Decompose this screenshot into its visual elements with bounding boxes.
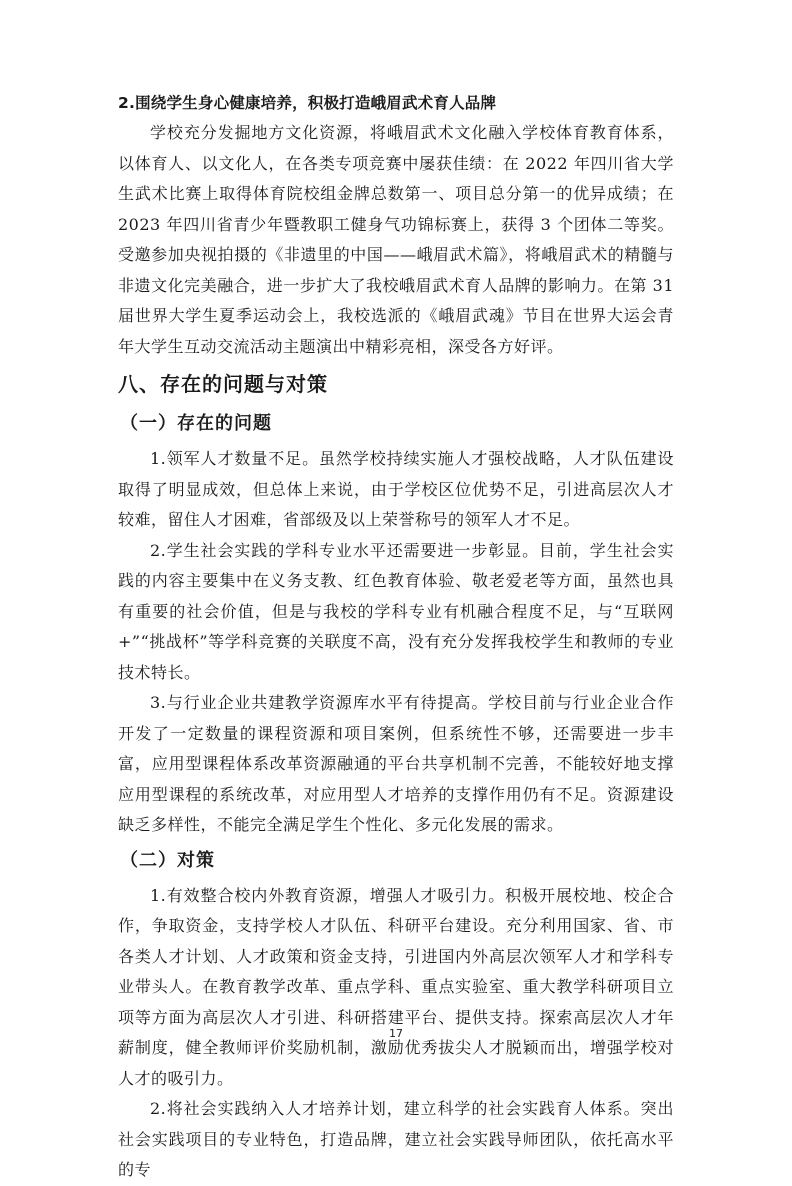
page-body xyxy=(118,88,674,1186)
problems-heading: （一）存在的问题 xyxy=(120,413,272,434)
page-number: 17 xyxy=(389,1027,403,1040)
section-subheading: 2.围绕学生身心健康培养，积极打造峨眉武术育人品牌 xyxy=(118,94,497,112)
measure-paragraph: 1.有效整合校内外教育资源，增强人才吸引力。积极开展校地、校企合作，争取资金，支持学校人才队伍、科研平台建设。充分利用国家、省、市各类人才计划、人才政策和资金支持，引进国内外高层次领军人才和学科专业带头人。在教育教学改革、重点学科、重点实验室、重大教学科研项目立项等方面为高层次人才引进、科研搭建平台、提供支持。探索高层次人才年薪制度，健全教师评价奖励机制，激励优秀拔尖人才脱颖而出，增强学校对人才的吸引力。 xyxy=(118,885,674,1088)
measure-paragraph: 2.将社会实践纳入人才培养计划，建立科学的社会实践育人体系。突出社会实践项目的专业特色，打造品牌，建立社会实践导师团队，依托高水平的专 xyxy=(118,1099,674,1179)
body-paragraph: 学校充分发掘地方文化资源，将峨眉武术文化融入学校体育教育体系，以体育人、以文化人，在各类专项竞赛中屡获佳绩：在 2022 年四川省大学生武术比赛上取得体育院校组金牌总数第一、项目总分第一的优异成绩；在 2023 年四川省青少年暨教职工健身气功锦标赛上，获得 3 个团体二等奖。受邀参加央视拍摄的《非遗里的中国——峨眉武术篇》，将峨眉武术的精髓与非遗文化完美融合，进一步扩大了我校峨眉武术育人品牌的影响力。在第 31 届世界大学生夏季运动会上，我校选派的《峨眉武魂》节目在世界大运会青年大学生互动交流活动主题演出中精彩亮相，深受各方好评。 xyxy=(118,123,674,356)
problem-paragraph: 1.领军人才数量不足。虽然学校持续实施人才强校战略，人才队伍建设取得了明显成效，但总体上来说，由于学校区位优势不足，引进高层次人才较难，留住人才困难，省部级及以上荣誉称号的领军人才不足。 xyxy=(118,449,674,529)
problem-paragraph: 2.学生社会实践的学科专业水平还需要进一步彰显。目前，学生社会实践的内容主要集中在义务支教、红色教育体验、敬老爱老等方面，虽然也具有重要的社会价值，但是与我校的学科专业有机融合程度不足，与“互联网+”“挑战杯”等学科竞赛的关联度不高，没有充分发挥我校学生和教师的专业技术特长。 xyxy=(118,540,674,682)
measures-heading: （二）对策 xyxy=(120,849,215,871)
section-title: 八、存在的问题与对策 xyxy=(118,372,328,396)
problem-paragraph: 3.与行业企业共建教学资源库水平有待提高。学校目前与行业企业合作开发了一定数量的课程资源和项目案例，但系统性不够，还需要进一步丰富，应用型课程体系改革资源融通的平台共享机制不完善，不能较好地支撑应用型课程的系统改革，对应用型人才培养的支撑作用仍有不足。资源建设缺乏多样性，不能完全满足学生个性化、多元化发展的需求。 xyxy=(118,693,674,834)
